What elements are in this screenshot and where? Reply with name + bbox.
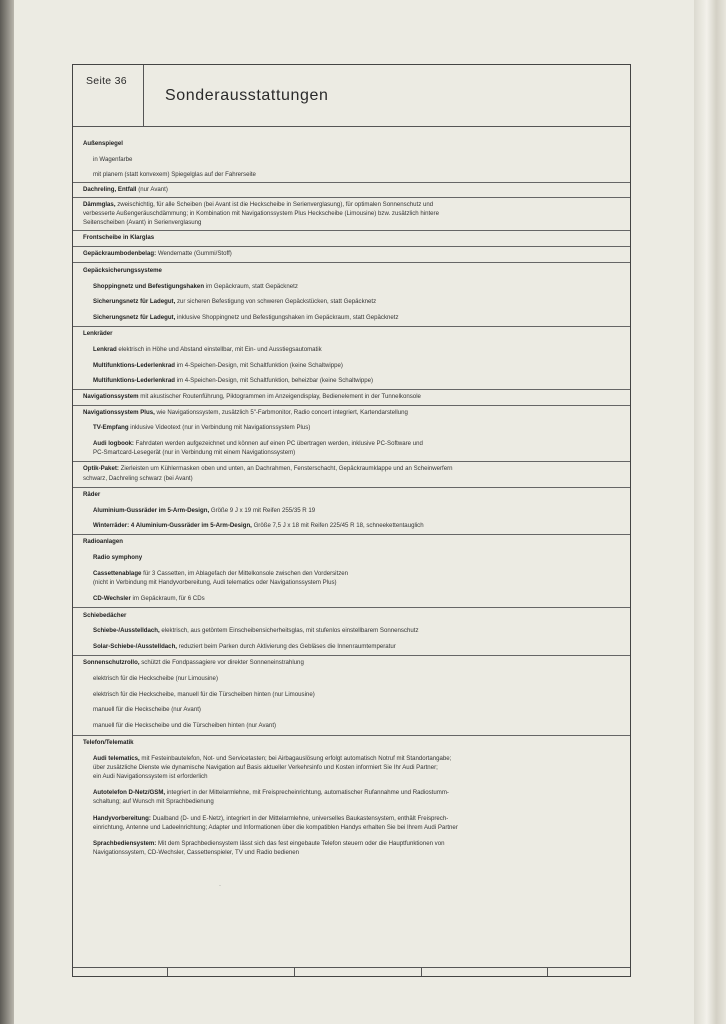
list-item: Sicherungsnetz für Ladegut, zur sicheren Befestigung von schweren Gepäckstücken, statt Gepäcknetz bbox=[93, 298, 377, 305]
section-title-aussenspiegel: Außenspiegel bbox=[83, 140, 123, 147]
row-divider bbox=[73, 461, 630, 462]
section-daemmglas: Dämmglas, zweischichtig, für alle Scheiben (bei Avant ist die Heckscheibe in Serienverglasung), für optimalen Sonnenschutz und bbox=[83, 201, 434, 208]
list-item: manuell für die Heckscheibe und die Türscheiben hinten (nur Avant) bbox=[93, 722, 277, 729]
list-item: manuell für die Heckscheibe (nur Avant) bbox=[93, 706, 201, 713]
content-frame bbox=[72, 64, 631, 977]
list-item: Winterräder: 4 Aluminium-Gussräder im 5-Arm-Design, Größe 7,5 J x 18 mit Reifen 225/45 R 18, schneekettentauglich bbox=[93, 522, 424, 529]
row-divider bbox=[73, 182, 630, 183]
footer-divider bbox=[421, 968, 422, 976]
section-optik-paket-line: schwarz, Dachreling schwarz (bei Avant) bbox=[83, 475, 193, 482]
row-divider bbox=[73, 230, 630, 231]
list-item: Handyvorbereitung: Dualband (D- und E-Netz), integriert in der Mittelarmlehne, universelles Baukastensystem, enthält Freisprech- bbox=[93, 815, 449, 822]
row-divider bbox=[73, 534, 630, 535]
list-item: Shoppingnetz und Befestigungshaken im Gepäckraum, statt Gepäcknetz bbox=[93, 283, 298, 290]
list-item: Autotelefon D-Netz/GSM, integriert in der Mittelarmlehne, mit Freisprecheinrichtung, automatischer Rufannahme und Radiostumm- bbox=[93, 789, 449, 796]
list-item: Solar-Schiebe-/Ausstelldach, reduziert beim Parken durch Aktivierung des Gebläses die Innenraumtemperatur bbox=[93, 643, 396, 650]
list-item: Audi logbook: Fahrdaten werden aufgezeichnet und können auf einen PC übertragen werden, inklusive PC-Software und bbox=[93, 440, 423, 447]
footer-divider bbox=[547, 968, 548, 976]
section-daemmglas-line: Seitenscheiben (Avant) in Serienverglasung bbox=[83, 219, 202, 226]
row-divider bbox=[73, 655, 630, 656]
page-title: Sonderausstattungen bbox=[165, 87, 329, 104]
list-item: Aluminium-Gussräder im 5-Arm-Design, Größe 9 J x 19 mit Reifen 255/35 R 19 bbox=[93, 507, 316, 514]
row-divider bbox=[73, 607, 630, 608]
row-divider bbox=[73, 326, 630, 327]
list-item: (nicht in Verbindung mit Handyvorbereitung, Audi telematics oder Navigationssystem Plus) bbox=[93, 579, 337, 586]
section-navigationssystem-plus: Navigationssystem Plus, wie Navigationssystem, zusätzlich 5"-Farbmonitor, Radio concert integriert, Kartendarstellung bbox=[83, 409, 408, 416]
list-item: elektrisch für die Heckscheibe, manuell für die Türscheiben hinten (nur Limousine) bbox=[93, 691, 315, 698]
section-daemmglas-line: verbesserte Außengeräuschdämmung; in Kombination mit Navigationssystem Plus Heckscheibe (Limousine) bzw. zusätzlich hintere bbox=[83, 210, 439, 217]
list-item: Navigationssystem, CD-Wechsler, Cassettenspieler, TV und Radio bedienen bbox=[93, 849, 300, 856]
section-title-schiebedaecher: Schiebedächer bbox=[83, 612, 127, 619]
section-sonnenschutzrollo: Sonnenschutzrollo, schützt die Fondpassagiere vor direkter Sonneneinstrahlung bbox=[83, 659, 304, 666]
section-title-radioanlagen: Radioanlagen bbox=[83, 538, 123, 545]
list-item: über zusätzliche Dienste wie dynamische Navigation auf Basis aktueller Verkehrsinfo und Kosten informiert Sie Ihr Audi Partner; bbox=[93, 764, 438, 771]
footer-divider bbox=[167, 968, 168, 976]
list-item: elektrisch für die Heckscheibe (nur Limousine) bbox=[93, 675, 218, 682]
list-item: CD-Wechsler im Gepäckraum, für 6 CDs bbox=[93, 595, 205, 602]
list-item: Sicherungsnetz für Ladegut, inklusive Shoppingnetz und Befestigungshaken im Gepäckraum, statt Gepäcknetz bbox=[93, 314, 399, 321]
section-gepaeckraumbodenbelag: Gepäckraumbodenbelag: Wendematte (Gummi/Stoff) bbox=[83, 250, 232, 257]
section-title-gepaecksicherung: Gepäcksicherungssysteme bbox=[83, 267, 162, 274]
next-page-edge bbox=[694, 0, 726, 1024]
row-divider bbox=[73, 197, 630, 198]
stray-mark: · bbox=[219, 883, 221, 889]
section-optik-paket: Optik-Paket: Zierleisten um Kühlermasken oben und unten, an Dachrahmen, Fensterschacht, Gepäckraumklappe und an Scheinwerfern bbox=[83, 465, 453, 472]
section-navigationssystem: Navigationssystem mit akustischer Routenführung, Piktogrammen im Anzeigendisplay, Bedienelement in der Tunnelkonsole bbox=[83, 393, 421, 400]
row-divider bbox=[73, 246, 630, 247]
list-item: TV-Empfang inklusive Videotext (nur in Verbindung mit Navigationssystem Plus) bbox=[93, 424, 311, 431]
row-divider bbox=[73, 487, 630, 488]
row-divider bbox=[73, 735, 630, 736]
section-dachreling: Dachreling, Entfall (nur Avant) bbox=[83, 186, 168, 193]
list-item: Sprachbediensystem: Mit dem Sprachbediensystem lässt sich das fest eingebaute Telefon steuern oder die Hauptfunktionen von bbox=[93, 840, 445, 847]
list-item: Lenkrad elektrisch in Höhe und Abstand einstellbar, mit Ein- und Ausstiegsautomatik bbox=[93, 346, 322, 353]
book-binding bbox=[0, 0, 14, 1024]
footer-grid bbox=[73, 967, 630, 976]
list-item: ein Audi Navigationssystem ist erforderlich bbox=[93, 773, 208, 780]
row-divider bbox=[73, 389, 630, 390]
row-divider bbox=[73, 262, 630, 263]
section-title-lenkraeder: Lenkräder bbox=[83, 330, 113, 337]
list-item: Schiebe-/Ausstelldach, elektrisch, aus getöntem Einscheibensicherheitsglas, mit stufenlos einstellbarem Sonnenschutz bbox=[93, 627, 419, 634]
list-item: PC-Smartcard-Lesegerät (nur in Verbindung mit einem Navigationssystem) bbox=[93, 449, 296, 456]
list-item: mit planem (statt konvexem) Spiegelglas auf der Fahrerseite bbox=[93, 171, 256, 178]
section-title-raeder: Räder bbox=[83, 491, 101, 498]
list-item: einrichtung, Antenne und Ladeelnrichtung; Adapter und Informationen über die kompatiblen Handys erhalten Sie bei Ihrem Audi Partner bbox=[93, 824, 458, 831]
list-item: Radio symphony bbox=[93, 554, 143, 561]
row-divider bbox=[73, 405, 630, 406]
list-item: Multifunktions-Lederlenkrad im 4-Speichen-Design, mit Schaltfunktion (keine Schaltwippe) bbox=[93, 362, 343, 369]
footer-divider bbox=[294, 968, 295, 976]
list-item: in Wagenfarbe bbox=[93, 156, 133, 163]
page-number: Seite 36 bbox=[86, 75, 127, 87]
page-number-box bbox=[73, 65, 144, 126]
list-item: Audi telematics, mit Festeinbautelefon, Not- und Servicetasten; bei Airbagauslösung erfolgt automatisch Notruf mit Standortangabe; bbox=[93, 755, 452, 762]
list-item: Cassettenablage für 3 Cassetten, im Ablagefach der Mittelkonsole zwischen den Vordersitzen bbox=[93, 570, 349, 577]
list-item: Multifunktions-Lederlenkrad im 4-Speichen-Design, mit Schaltfunktion, beheizbar (keine Schaltwippe) bbox=[93, 377, 374, 384]
section-title-telefon: Telefon/Telematik bbox=[83, 739, 134, 746]
list-item: schaltung; auf Wunsch mit Sprachbedienung bbox=[93, 798, 214, 805]
page-header bbox=[73, 65, 630, 127]
section-frontscheibe: Frontscheibe in Klarglas bbox=[83, 234, 155, 241]
